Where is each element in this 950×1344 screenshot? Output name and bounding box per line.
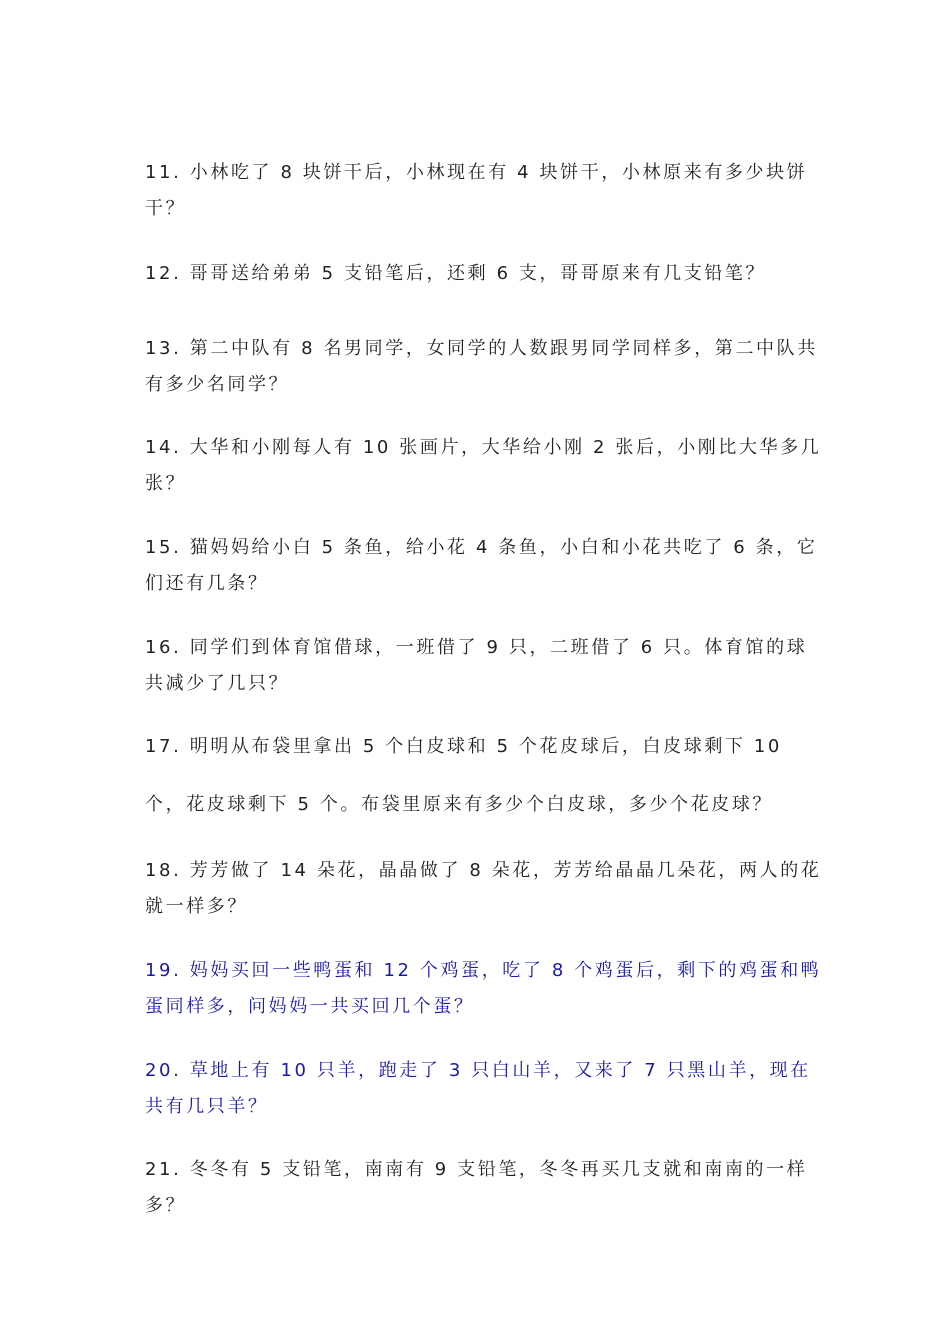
question-19: 19. 妈妈买回一些鸭蛋和 12 个鸡蛋，吃了 8 个鸡蛋后，剩下的鸡蛋和鸭蛋同样多，问妈妈一共买回几个蛋？	[145, 960, 822, 1017]
question-14: 14. 大华和小刚每人有 10 张画片，大华给小刚 2 张后，小刚比大华多几张？	[145, 437, 822, 494]
question-17: 17. 明明从布袋里拿出 5 个白皮球和 5 个花皮球后，白皮球剩下 10 个，花皮球剩下 5 个。布袋里原来有多少个白皮球，多少个花皮球？	[145, 736, 782, 815]
question-13: 13. 第二中队有 8 名男同学，女同学的人数跟男同学同样多，第二中队共有多少名同学？	[145, 338, 818, 395]
question-11: 11. 小林吃了 8 块饼干后，小林现在有 4 块饼干，小林原来有多少块饼干？	[145, 162, 808, 219]
question-12: 12. 哥哥送给弟弟 5 支铅笔后，还剩 6 支，哥哥原来有几支铅笔？	[145, 263, 767, 284]
question-21: 21. 冬冬有 5 支铅笔，南南有 9 支铅笔，冬冬再买几支就和南南的一样多？	[145, 1159, 808, 1216]
question-16: 16. 同学们到体育馆借球，一班借了 9 只，二班借了 6 只。体育馆的球共减少了几只？	[145, 637, 808, 694]
question-20: 20. 草地上有 10 只羊，跑走了 3 只白山羊，又来了 7 只黑山羊，现在共有几只羊？	[145, 1060, 811, 1117]
question-18: 18. 芳芳做了 14 朵花，晶晶做了 8 朵花，芳芳给晶晶几朵花，两人的花就一样多？	[145, 860, 822, 917]
question-15: 15. 猫妈妈给小白 5 条鱼，给小花 4 条鱼，小白和小花共吃了 6 条，它们还有几条？	[145, 537, 818, 594]
